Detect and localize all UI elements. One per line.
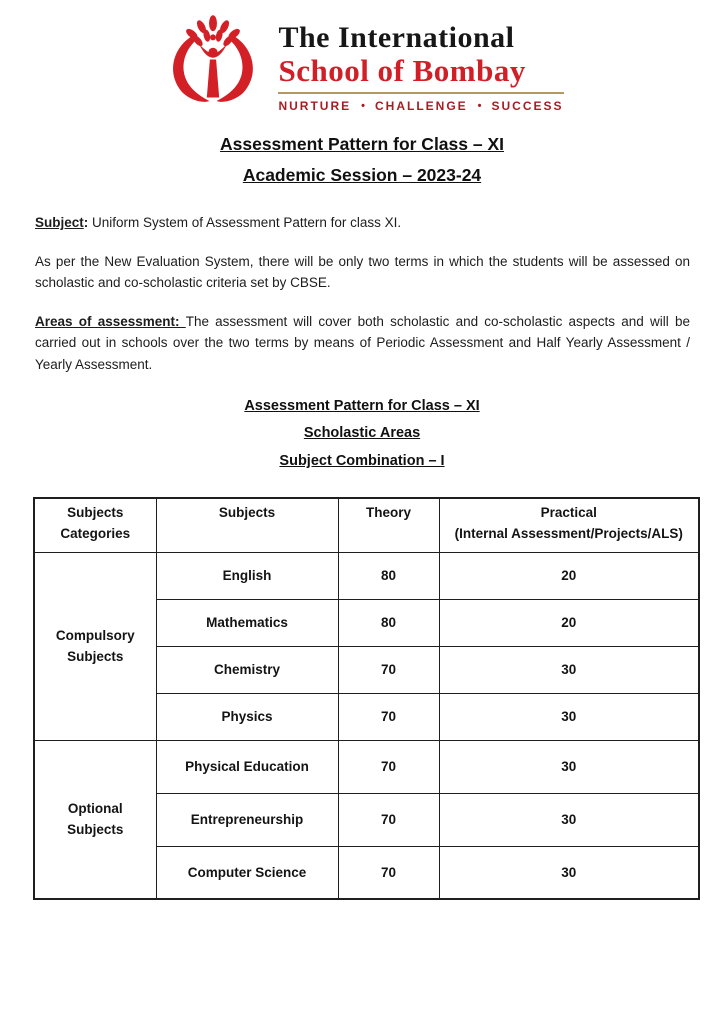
category-line: Subjects [67,822,124,838]
school-name-line1: The International [278,21,515,54]
tagline-word: CHALLENGE [374,98,468,113]
header-line: Practical [540,505,597,521]
theory-cell: 80 [338,599,439,646]
subject-cell: Computer Science [156,846,338,899]
practical-cell: 20 [439,552,699,599]
header-line: Categories [60,526,131,542]
school-name-block [278,14,563,113]
document-title-line2: Academic Session – 2023-24 [242,165,482,186]
category-optional [34,740,156,899]
section-headings [0,393,724,476]
document-title-line1: Assessment Pattern for Class – XI [219,133,504,154]
tree-person-hands-icon [160,14,266,112]
body-text [35,212,690,376]
header-practical [439,498,699,552]
practical-cell: 30 [439,646,699,693]
areas-text: The assessment will cover both scholastic and co-scholastic aspects and will be carried out in schools over the two terms by means of Periodic Assessment and Half Yearly Assessment / Yearly Assessment. [35,313,690,372]
school-tagline [278,99,563,113]
subject-text: Uniform System of Assessment Pattern for class XI. [88,214,402,230]
practical-cell: 30 [439,693,699,740]
practical-cell: 30 [439,846,699,899]
table-header-row [34,498,699,552]
table-row [34,552,699,599]
subject-cell: Mathematics [156,599,338,646]
theory-cell: 70 [338,740,439,793]
subject-cell: Entrepreneurship [156,793,338,846]
bullet-separator: • [477,99,482,112]
header-subjects: Subjects [156,498,338,552]
theory-cell: 70 [338,693,439,740]
practical-cell: 30 [439,793,699,846]
school-logo [0,0,724,113]
subject-label: Subject [35,214,84,230]
subject-cell: English [156,552,338,599]
subject-cell: Physical Education [156,740,338,793]
tagline-word: NURTURE [278,98,352,113]
practical-cell: 30 [439,740,699,793]
header-theory: Theory [338,498,439,552]
gold-divider [278,92,563,94]
bullet-separator: • [361,99,365,112]
subject-cell: Chemistry [156,646,338,693]
header-line: Subjects [67,505,124,521]
section-heading-line1: Assessment Pattern for Class – XI [244,397,480,414]
assessment-table [33,497,700,900]
section-heading-line2: Scholastic Areas [303,425,421,442]
theory-cell: 70 [338,793,439,846]
category-line: Compulsory [55,627,135,643]
theory-cell: 70 [338,646,439,693]
theory-cell: 70 [338,846,439,899]
areas-paragraph [35,311,690,376]
header-line: (Internal Assessment/Projects/ALS) [454,526,683,542]
evaluation-paragraph: As per the New Evaluation System, there will be only two terms in which the students will be assessed on scholastic and co-scholastic criteria set by CBSE. [35,253,690,291]
subject-cell: Physics [156,693,338,740]
tagline-word: SUCCESS [491,98,564,113]
category-line: Optional [67,800,123,816]
practical-cell: 20 [439,599,699,646]
subject-paragraph [35,212,690,234]
document-title [0,129,724,192]
header-subjects-categories [34,498,156,552]
subject-colon: : [83,214,89,230]
school-name-line2: School of Bombay [278,52,526,88]
theory-cell: 80 [338,552,439,599]
areas-label: Areas of assessment: [35,313,186,329]
category-line: Subjects [67,649,124,665]
table-row [34,740,699,793]
section-heading-line3: Subject Combination – I [279,452,445,469]
category-compulsory [34,552,156,740]
